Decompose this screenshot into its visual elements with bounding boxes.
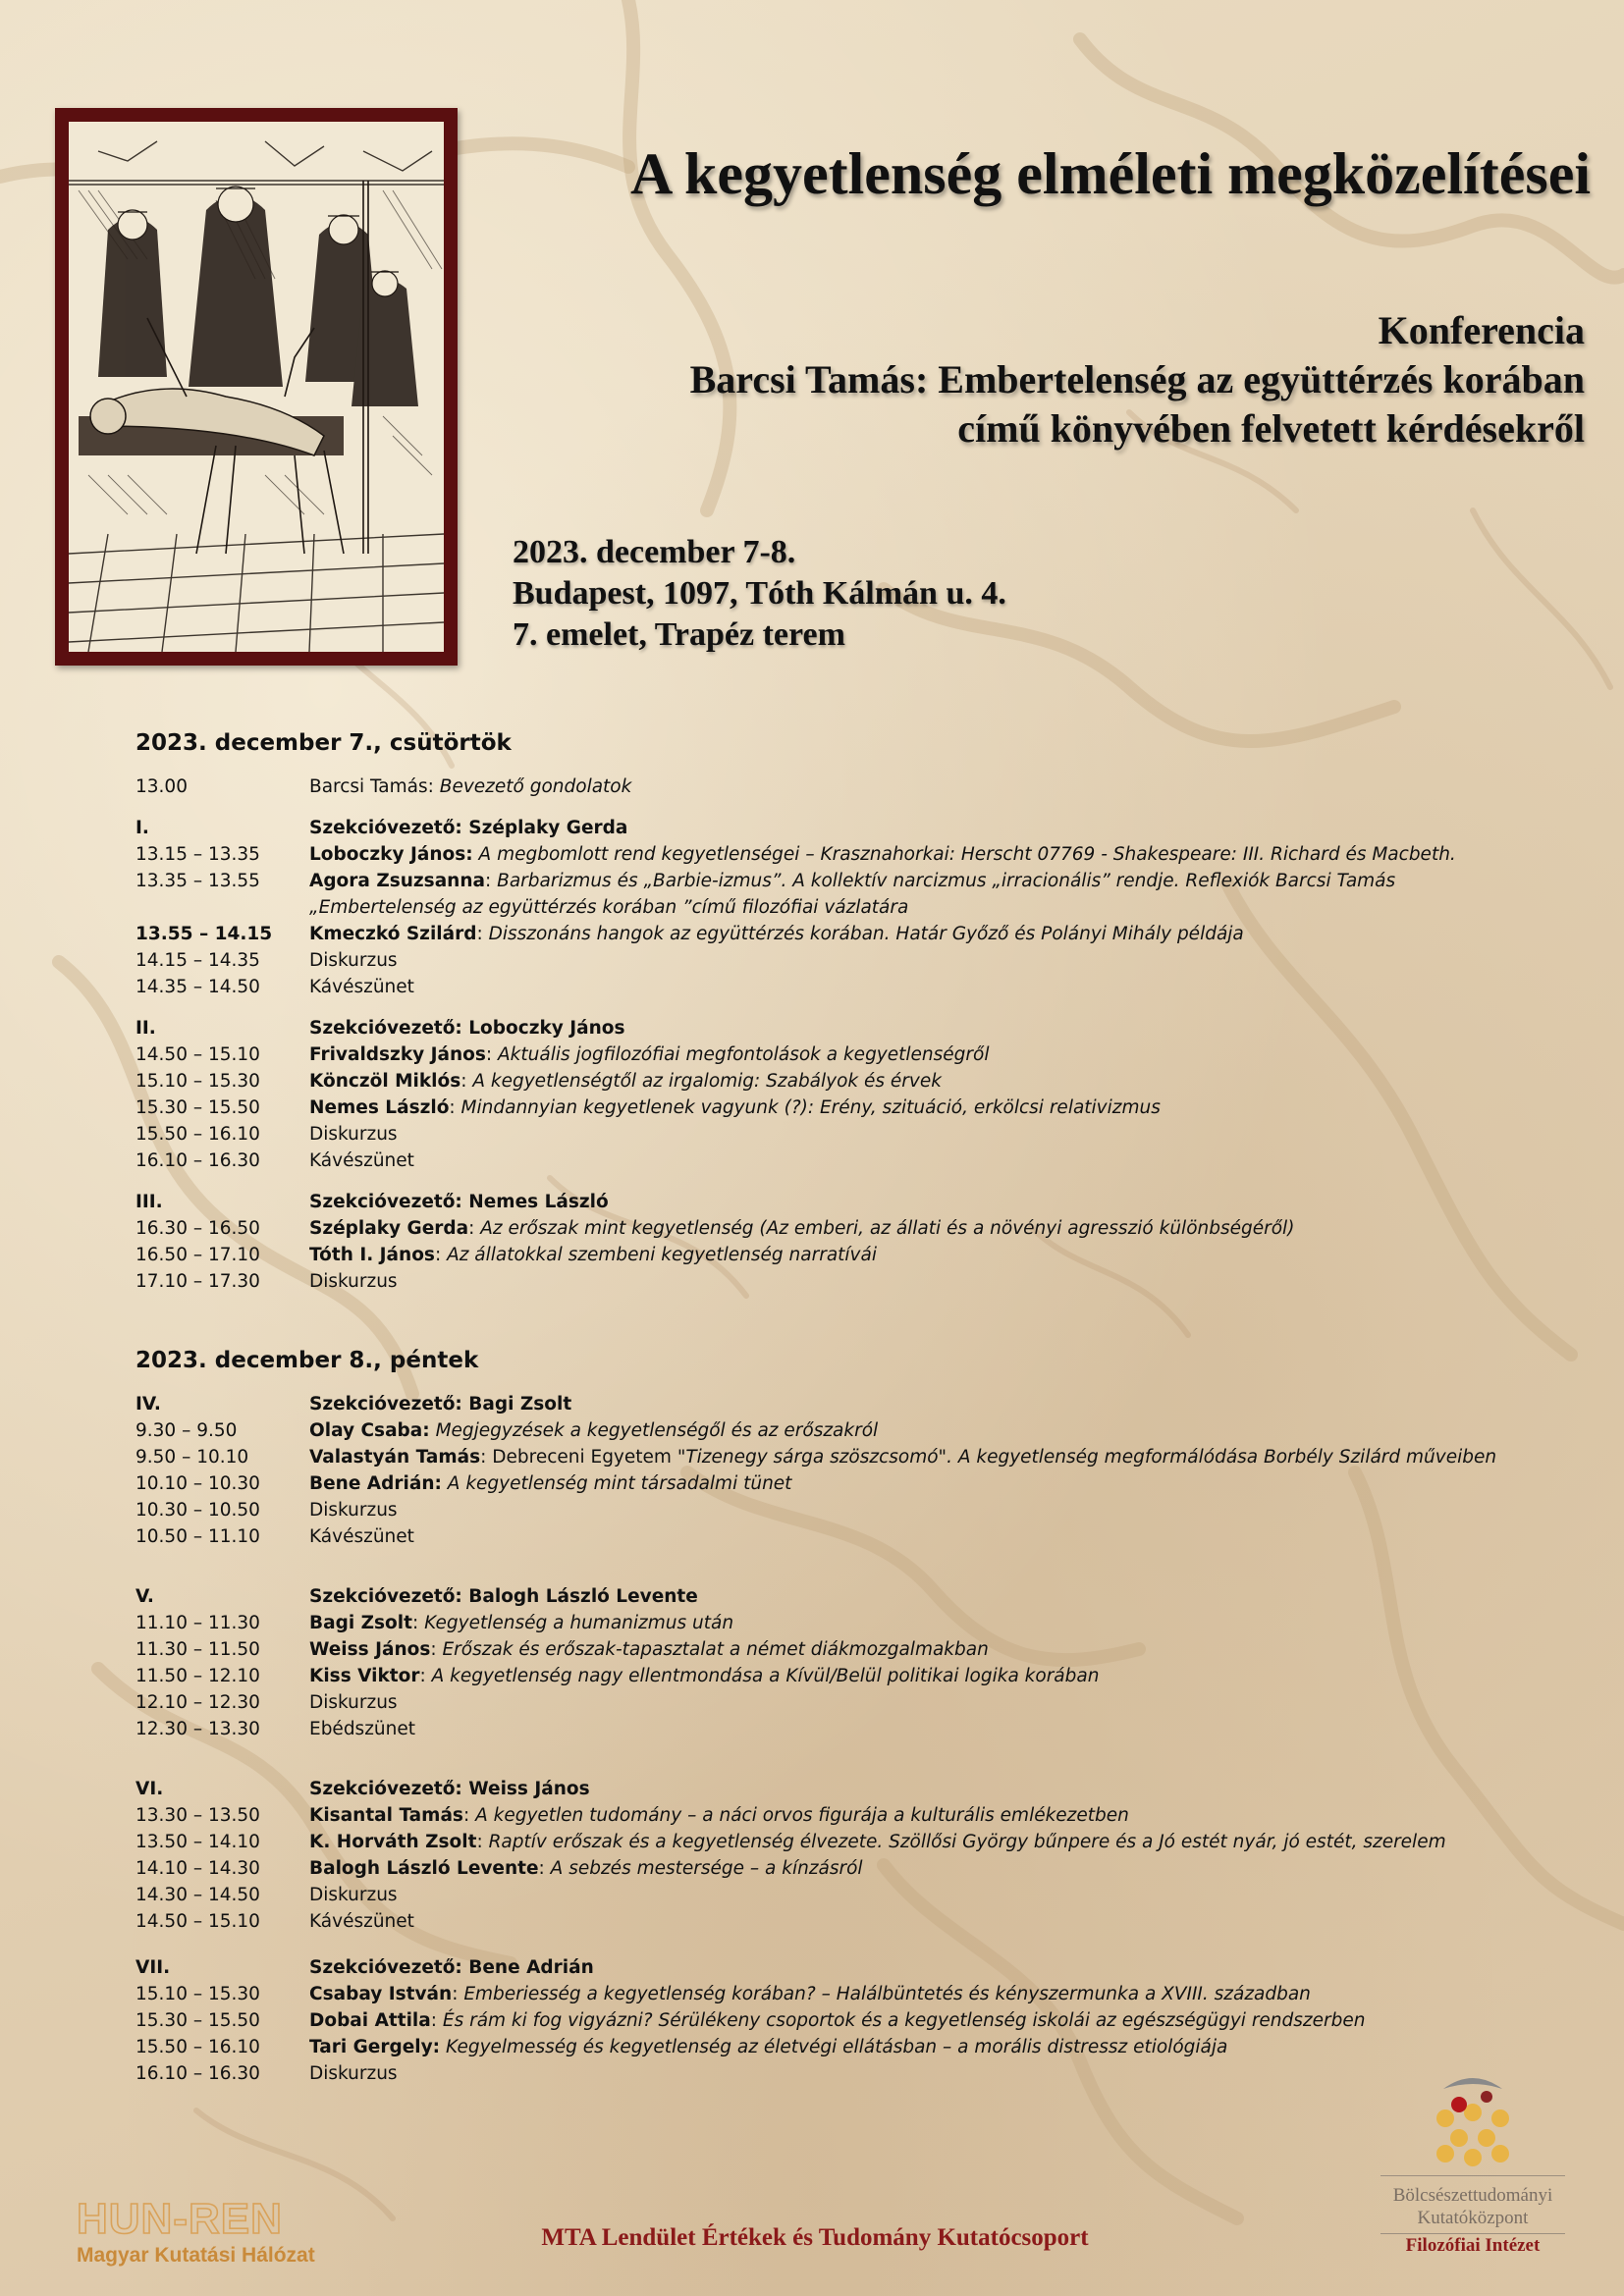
talk-title: Kegyelmesség és kegyetlenség az életvégi ellátásban – a morális distressz etiológiája	[445, 2037, 1228, 2057]
speaker-name: Barcsi Tamás	[309, 776, 428, 797]
separator: :	[538, 1858, 551, 1879]
program-row	[135, 1068, 1530, 1095]
speaker-name: Balogh László Levente	[309, 1858, 539, 1879]
section-header	[135, 1189, 1530, 1215]
talk-title: Kegyetlenség a humanizmus után	[424, 1613, 734, 1633]
logo-divider	[1380, 2175, 1565, 2176]
section-number: VII.	[135, 1957, 171, 1978]
break-label: Diskurzus	[309, 1124, 398, 1145]
talk-title: Az erőszak mint kegyetlenség (Az emberi, az állati és a növényi agresszió különbségéről)	[480, 1218, 1295, 1239]
program-row	[135, 1610, 1530, 1636]
talk-title: Barbarizmus és „Barbie-izmus”. A kollektív narcizmus „irracionális” rendje. Reflexiók Barcsi Tamás „Embertelenség az együttérzés korában ”című filozófiai vázlatára	[309, 871, 1396, 918]
program-row	[135, 1444, 1530, 1470]
separator: :	[480, 1447, 493, 1468]
program-row	[135, 921, 1530, 947]
section-6	[135, 1776, 1530, 1935]
talk-title: A megbomlott rend kegyetlenségei – Krasznahorkai: Herscht 07769 - Shakespeare: III. Richard és Macbeth.	[478, 844, 1456, 865]
hun-ren-logo-text: HUN-REN	[77, 2195, 283, 2243]
btk-logo-icon	[1414, 2067, 1532, 2175]
time-slot: 16.50 – 17.10	[135, 1245, 260, 1265]
talk-title: A kegyetlenségtől az irgalomig: Szabályok és érvek	[472, 1071, 942, 1092]
time-slot: 13.55 – 14.15	[135, 924, 273, 944]
talk-title: Disszonáns hangok az együttérzés korában. Határ Győző és Polányi Mihály példája	[488, 924, 1244, 944]
time-slot: 12.30 – 13.30	[135, 1719, 260, 1739]
speaker-name: Kmeczkó Szilárd	[309, 924, 477, 944]
program-row	[135, 1268, 1530, 1295]
btk-logo-name-line: Kutatóközpont	[1417, 2208, 1529, 2228]
day-title: 2023. december 8., péntek	[135, 1348, 479, 1373]
break-label: Diskurzus	[309, 950, 398, 971]
separator: :	[462, 1805, 476, 1826]
speaker-name: Kisantal Tamás	[309, 1805, 463, 1826]
speaker-name: Csabay István	[309, 1984, 453, 2004]
talk-entry	[309, 1663, 1530, 1689]
separator: :	[485, 1044, 499, 1065]
talk-entry	[309, 841, 1530, 868]
program-row	[135, 947, 1530, 974]
section-header	[135, 1776, 1530, 1802]
day-title: 2023. december 7., csütörtök	[135, 730, 512, 756]
program-row	[135, 2060, 1530, 2087]
talk-title: A kegyetlenség mint társadalmi tünet	[447, 1473, 792, 1494]
program-row	[135, 1908, 1530, 1935]
break-label: Diskurzus	[309, 2063, 398, 2084]
talk-entry	[309, 1802, 1530, 1829]
section-chair: Szekcióvezető: Nemes László	[309, 1192, 609, 1212]
speaker-name: Tóth I. János	[309, 1245, 435, 1265]
break-label: Ebédszünet	[309, 1719, 415, 1739]
program-row	[135, 1417, 1530, 1444]
talk-entry	[309, 2034, 1530, 2060]
talk-title: Raptív erőszak és a kegyetlenség élvezete. Szöllősi György bűnpere és a Jó estét nyár, jó estét, szerelem	[488, 1832, 1446, 1852]
talk-entry	[309, 1095, 1530, 1121]
speaker-name: Nemes László	[309, 1097, 450, 1118]
talk-entry	[309, 1215, 1530, 1242]
talk-entry	[309, 1444, 1530, 1470]
program-row	[135, 2007, 1530, 2034]
time-slot: 13.50 – 14.10	[135, 1832, 260, 1852]
event-address: Budapest, 1097, Tóth Kálmán u. 4.	[513, 575, 1006, 612]
speaker-name: Bagi Zsolt	[309, 1613, 412, 1633]
research-group-name: MTA Lendület Értékek és Tudomány Kutatócsoport	[541, 2224, 1089, 2251]
break-label: Diskurzus	[309, 1500, 398, 1521]
speaker-name: Valastyán Tamás	[309, 1447, 481, 1468]
speaker-name: Tari Gergely:	[309, 2037, 441, 2057]
talk-entry	[309, 1068, 1530, 1095]
program-row	[135, 1981, 1530, 2007]
time-slot: 14.10 – 14.30	[135, 1858, 260, 1879]
section-header	[135, 815, 1530, 841]
separator: :	[449, 1097, 461, 1118]
talk-entry	[309, 1417, 1530, 1444]
talk-title: A kegyetlen tudomány – a náci orvos figurája a kulturális emlékezetben	[475, 1805, 1129, 1826]
torture-scene-woodcut	[69, 122, 444, 652]
time-slot: 13.00	[135, 776, 188, 797]
woodcut-illustration	[69, 122, 444, 652]
speaker-name: Olay Csaba:	[309, 1420, 430, 1441]
hun-ren-logo-subtitle: Magyar Kutatási Hálózat	[77, 2244, 315, 2267]
program-row	[135, 1041, 1530, 1068]
separator: :	[476, 1832, 489, 1852]
talk-entry	[309, 1981, 1530, 2007]
section-header	[135, 1391, 1530, 1417]
time-slot: 16.10 – 16.30	[135, 2063, 260, 2084]
time-slot: 15.10 – 15.30	[135, 1984, 260, 2004]
speaker-name: Frivaldszky János	[309, 1044, 486, 1065]
time-slot: 9.30 – 9.50	[135, 1420, 238, 1441]
talk-title: "Tizenegy sárga szöszcsomó". A kegyetlenség megformálódása Borbély Szilárd műveiben	[677, 1447, 1497, 1468]
time-slot: 14.30 – 14.50	[135, 1885, 260, 1905]
section-5	[135, 1583, 1530, 1742]
program-row-opening	[135, 774, 1530, 800]
talk-title: Az állatokkal szembeni kegyetlenség narratívái	[447, 1245, 877, 1265]
separator: :	[430, 1639, 443, 1660]
subtitle-line: Konferencia	[1378, 308, 1585, 352]
section-3	[135, 1189, 1530, 1295]
section-chair: Szekcióvezető: Széplaky Gerda	[309, 818, 628, 838]
speaker-name: Weiss János	[309, 1639, 431, 1660]
program-row	[135, 974, 1530, 1000]
separator: :	[485, 871, 498, 891]
time-slot: 14.15 – 14.35	[135, 950, 260, 971]
section-number: IV.	[135, 1394, 161, 1415]
break-label: Kávészünet	[309, 1526, 414, 1547]
conference-program	[135, 728, 1530, 2087]
talk-entry	[309, 2007, 1530, 2034]
program-day-1	[135, 728, 1530, 1295]
program-row	[135, 1470, 1530, 1497]
btk-logo	[1375, 2067, 1571, 2258]
time-slot: 13.35 – 13.55	[135, 871, 260, 891]
btk-institute-name: Filozófiai Intézet	[1405, 2235, 1541, 2256]
program-row	[135, 1497, 1530, 1523]
speaker-name: K. Horváth Zsolt	[309, 1832, 477, 1852]
program-row	[135, 1689, 1530, 1716]
speaker-name: Széplaky Gerda	[309, 1218, 469, 1239]
section-chair: Szekcióvezető: Bene Adrián	[309, 1957, 594, 1978]
time-slot: 9.50 – 10.10	[135, 1447, 249, 1468]
hun-ren-logo	[77, 2197, 315, 2268]
event-info	[513, 532, 1006, 656]
program-row	[135, 1095, 1530, 1121]
talk-entry	[309, 1829, 1530, 1855]
program-row	[135, 1802, 1530, 1829]
section-chair: Szekcióvezető: Bagi Zsolt	[309, 1394, 572, 1415]
btk-logo-name-line: Bölcsészettudományi	[1392, 2185, 1553, 2206]
talk-entry	[309, 1855, 1530, 1882]
time-slot: 14.50 – 15.10	[135, 1911, 260, 1932]
event-room: 7. emelet, Trapéz terem	[513, 616, 845, 653]
talk-entry	[309, 1242, 1530, 1268]
time-slot: 11.10 – 11.30	[135, 1613, 260, 1633]
talk-entry	[309, 1041, 1530, 1068]
program-row	[135, 1215, 1530, 1242]
talk-entry	[309, 921, 1530, 947]
speaker-name: Agora Zsuzsanna	[309, 871, 486, 891]
time-slot: 12.10 – 12.30	[135, 1692, 260, 1713]
talk-title: Bevezető gondolatok	[439, 776, 632, 797]
program-row	[135, 868, 1530, 921]
btk-logo-name	[1375, 2184, 1571, 2229]
separator: :	[460, 1071, 473, 1092]
speaker-name: Kiss Viktor	[309, 1666, 420, 1686]
affiliation: Debreceni Egyetem	[492, 1447, 677, 1468]
time-slot: 14.50 – 15.10	[135, 1044, 260, 1065]
program-row	[135, 1148, 1530, 1174]
time-slot: 10.50 – 11.10	[135, 1526, 260, 1547]
talk-title: Mindannyian kegyetlenek vagyunk (?): Erény, szituáció, erkölcsi relativizmus	[460, 1097, 1161, 1118]
time-slot: 15.10 – 15.30	[135, 1071, 260, 1092]
separator: :	[468, 1218, 481, 1239]
speaker-name: Dobai Attila	[309, 2010, 431, 2031]
program-row	[135, 1882, 1530, 1908]
separator: :	[427, 776, 440, 797]
subtitle-line: Barcsi Tamás: Embertelenség az együttérzés korában	[689, 357, 1585, 401]
time-slot: 16.10 – 16.30	[135, 1150, 260, 1171]
section-header	[135, 1583, 1530, 1610]
woodcut-illustration-frame	[55, 108, 458, 666]
section-number: V.	[135, 1586, 154, 1607]
section-1	[135, 815, 1530, 1000]
separator: :	[476, 924, 489, 944]
section-number: VI.	[135, 1779, 164, 1799]
talk-title: Aktuális jogfilozófiai megfontolások a kegyetlenségről	[498, 1044, 990, 1065]
program-row	[135, 1716, 1530, 1742]
talk-title: Emberiesség a kegyetlenség korában? – Halálbüntetés és kényszermunka a XVIII. században	[463, 1984, 1311, 2004]
time-slot: 11.50 – 12.10	[135, 1666, 260, 1686]
time-slot: 10.10 – 10.30	[135, 1473, 260, 1494]
break-label: Kávészünet	[309, 977, 414, 997]
time-slot: 17.10 – 17.30	[135, 1271, 260, 1292]
program-row	[135, 1663, 1530, 1689]
speaker-name: Loboczky János:	[309, 844, 473, 865]
time-slot: 16.30 – 16.50	[135, 1218, 260, 1239]
section-number: I.	[135, 818, 149, 838]
separator: :	[419, 1666, 432, 1686]
section-chair: Szekcióvezető: Loboczky János	[309, 1018, 625, 1039]
time-slot: 15.30 – 15.50	[135, 1097, 260, 1118]
conference-title: A kegyetlenség elméleti megközelítései	[630, 141, 1591, 206]
program-row	[135, 841, 1530, 868]
break-label: Kávészünet	[309, 1911, 414, 1932]
program-row	[135, 1829, 1530, 1855]
section-number: II.	[135, 1018, 156, 1039]
event-date: 2023. december 7-8.	[513, 534, 796, 570]
section-number: III.	[135, 1192, 163, 1212]
time-slot: 11.30 – 11.50	[135, 1639, 260, 1660]
time-slot: 15.50 – 16.10	[135, 1124, 260, 1145]
talk-title: Erőszak és erőszak-tapasztalat a német diákmozgalmakban	[442, 1639, 989, 1660]
program-row	[135, 1121, 1530, 1148]
separator: :	[430, 2010, 443, 2031]
section-chair: Szekcióvezető: Balogh László Levente	[309, 1586, 698, 1607]
talk-entry	[309, 1610, 1530, 1636]
talk-title: A kegyetlenség nagy ellentmondása a Kívül/Belül politikai logika korában	[431, 1666, 1100, 1686]
talk-title: A sebzés mestersége – a kínzásról	[550, 1858, 863, 1879]
time-slot: 15.50 – 16.10	[135, 2037, 260, 2057]
section-7	[135, 1954, 1530, 2087]
break-label: Diskurzus	[309, 1271, 398, 1292]
program-row	[135, 1242, 1530, 1268]
section-chair: Szekcióvezető: Weiss János	[309, 1779, 590, 1799]
section-2	[135, 1015, 1530, 1174]
subtitle-line: című könyvében felvetett kérdésekről	[957, 406, 1585, 451]
time-slot: 15.30 – 15.50	[135, 2010, 260, 2031]
program-row	[135, 1636, 1530, 1663]
talk-entry	[309, 1636, 1530, 1663]
program-row	[135, 1855, 1530, 1882]
talk-title: Megjegyzések a kegyetlenségől és az erőszakról	[435, 1420, 879, 1441]
speaker-name: Bene Adrián:	[309, 1473, 442, 1494]
speaker-name: Könczöl Miklós	[309, 1071, 461, 1092]
break-label: Diskurzus	[309, 1885, 398, 1905]
time-slot: 13.30 – 13.50	[135, 1805, 260, 1826]
program-row	[135, 1523, 1530, 1550]
program-row	[135, 2034, 1530, 2060]
section-4	[135, 1391, 1530, 1550]
talk-entry	[309, 774, 1530, 800]
talk-entry	[309, 868, 1530, 921]
time-slot: 10.30 – 10.50	[135, 1500, 260, 1521]
break-label: Kávészünet	[309, 1150, 414, 1171]
break-label: Diskurzus	[309, 1692, 398, 1713]
conference-subtitle	[481, 306, 1585, 454]
talk-title: És rám ki fog vigyázni? Sérülékeny csoportok és a kegyetlenség iskolái az egészségügyi rendszerben	[442, 2010, 1366, 2031]
section-header	[135, 1015, 1530, 1041]
section-header	[135, 1954, 1530, 1981]
separator: :	[411, 1613, 425, 1633]
program-day-2	[135, 1346, 1530, 2087]
talk-entry	[309, 1470, 1530, 1497]
time-slot: 14.35 – 14.50	[135, 977, 260, 997]
time-slot: 13.15 – 13.35	[135, 844, 260, 865]
separator: :	[434, 1245, 448, 1265]
separator: :	[452, 1984, 464, 2004]
